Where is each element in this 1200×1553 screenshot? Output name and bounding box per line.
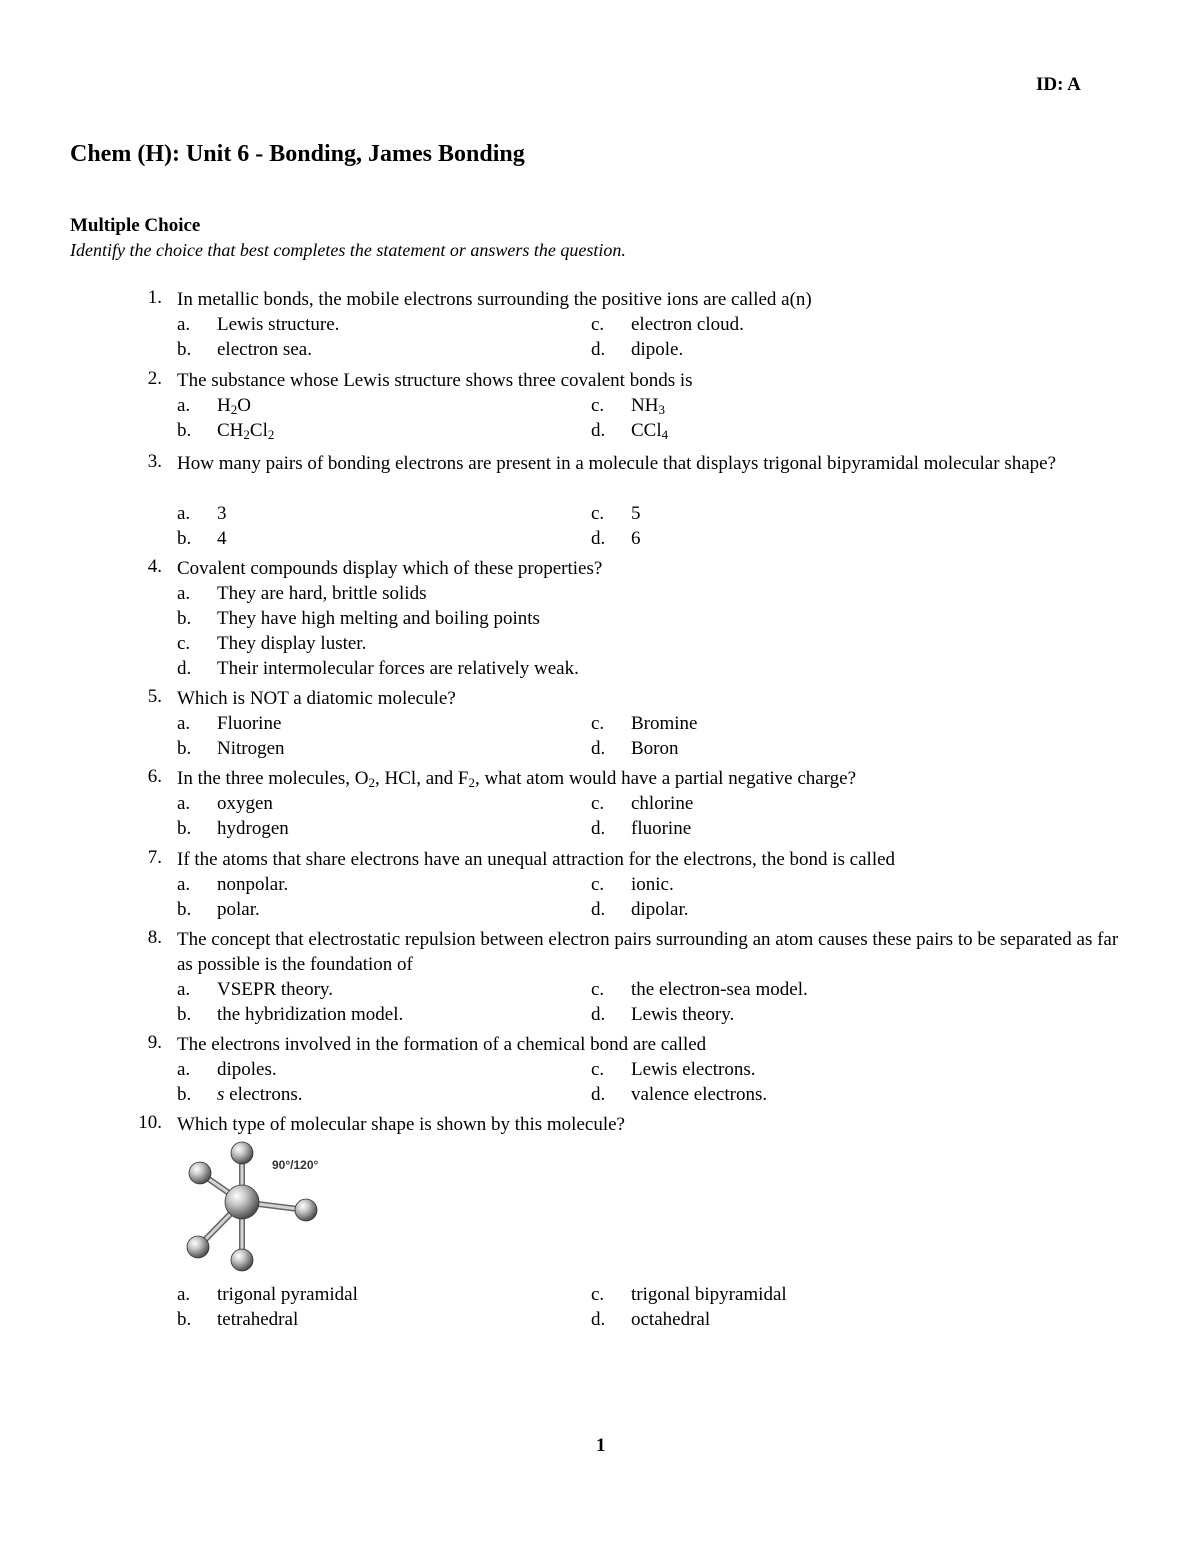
outer-atom (187, 1236, 209, 1258)
option-letter: c. (177, 633, 191, 654)
option-letter: b. (177, 339, 192, 360)
option-letter: b. (177, 1084, 192, 1105)
option-text: electron sea. (217, 339, 312, 360)
question-text: Which type of molecular shape is shown by this molecule? (177, 1114, 625, 1135)
option-text: trigonal pyramidal (217, 1284, 358, 1305)
option-text: Lewis theory. (631, 1004, 735, 1025)
option-text: Fluorine (217, 713, 282, 734)
question-text: Which is NOT a diatomic molecule? (177, 688, 456, 709)
question-number: 7. (147, 847, 162, 868)
option-letter: d. (591, 1004, 606, 1025)
question-number: 6. (147, 766, 162, 787)
option-text: They display luster. (217, 633, 367, 654)
option-letter: a. (177, 583, 191, 604)
option-text: dipoles. (217, 1059, 277, 1080)
option-letter: b. (177, 1004, 192, 1025)
option-text: trigonal bipyramidal (631, 1284, 787, 1305)
option-text: s electrons. (217, 1084, 303, 1105)
outer-atom (295, 1199, 317, 1221)
question-text: In metallic bonds, the mobile electrons surrounding the positive ions are called a(n) (177, 289, 812, 310)
option-letter: d. (591, 420, 606, 441)
option-letter: c. (591, 793, 605, 814)
option-letter: a. (177, 503, 191, 524)
option-text: Lewis structure. (217, 314, 340, 335)
question-number: 5. (147, 686, 162, 707)
option-letter: d. (591, 339, 606, 360)
option-text: Nitrogen (217, 738, 285, 759)
option-text: $NH_3$ (631, 395, 665, 417)
option-text: tetrahedral (217, 1309, 299, 1330)
question-number: 4. (147, 556, 162, 577)
option-letter: b. (177, 1309, 192, 1330)
option-text: octahedral (631, 1309, 711, 1330)
option-letter: b. (177, 818, 192, 839)
option-letter: c. (591, 395, 605, 416)
option-text: Bromine (631, 713, 698, 734)
molecule-figure (180, 1136, 340, 1276)
option-text: chlorine (631, 793, 694, 814)
option-letter: a. (177, 395, 191, 416)
option-text: dipole. (631, 339, 684, 360)
option-text: $CH_2Cl_2$ (217, 420, 275, 442)
option-text: 5 (631, 503, 641, 524)
question-number: 3. (147, 451, 162, 472)
option-letter: d. (591, 1084, 606, 1105)
option-letter: c. (591, 979, 605, 1000)
option-letter: c. (591, 1059, 605, 1080)
question-number: 1. (147, 287, 162, 308)
question-text: The concept that electrostatic repulsion between electron pairs surrounding an atom causes these pairs to be separated as far as possible is the foundation of (177, 929, 1119, 975)
outer-atom (231, 1249, 253, 1271)
option-letter: c. (591, 314, 605, 335)
option-text: hydrogen (217, 818, 289, 839)
option-letter: a. (177, 979, 191, 1000)
option-letter: c. (591, 713, 605, 734)
bond-angle-label: 90°/120° (272, 1158, 319, 1172)
question-text: The substance whose Lewis structure shows three covalent bonds is (177, 370, 693, 391)
page-title: Chem (H): Unit 6 - Bonding, James Bonding (70, 141, 525, 167)
option-text: electron cloud. (631, 314, 744, 335)
option-text: They are hard, brittle solids (217, 583, 427, 604)
option-text: fluorine (631, 818, 692, 839)
option-letter: d. (591, 899, 606, 920)
question-text: Covalent compounds display which of these properties? (177, 558, 603, 579)
option-text: the hybridization model. (217, 1004, 404, 1025)
option-letter: d. (177, 658, 192, 679)
option-text: valence electrons. (631, 1084, 768, 1105)
option-text: ionic. (631, 874, 674, 895)
option-text: VSEPR theory. (217, 979, 333, 1000)
option-letter: b. (177, 738, 192, 759)
option-letter: a. (177, 1284, 191, 1305)
option-letter: d. (591, 818, 606, 839)
section-title: Multiple Choice (70, 215, 201, 236)
question-number: 2. (147, 368, 162, 389)
option-letter: a. (177, 713, 191, 734)
option-text: 3 (217, 503, 227, 524)
option-text: Their intermolecular forces are relatively weak. (217, 658, 579, 679)
option-letter: a. (177, 1059, 191, 1080)
option-text: 6 (631, 528, 641, 549)
option-letter: b. (177, 608, 192, 629)
question-text: If the atoms that share electrons have an unequal attraction for the electrons, the bond is called (177, 849, 896, 870)
question-number: 10. (138, 1112, 162, 1133)
option-letter: d. (591, 1309, 606, 1330)
option-letter: a. (177, 314, 191, 335)
option-letter: b. (177, 899, 192, 920)
option-letter: b. (177, 420, 192, 441)
option-letter: c. (591, 503, 605, 524)
outer-atom (189, 1162, 211, 1184)
option-letter: c. (591, 874, 605, 895)
question-text: The electrons involved in the formation of a chemical bond are called (177, 1034, 707, 1055)
question-number: 9. (147, 1032, 162, 1053)
option-text: the electron-sea model. (631, 979, 808, 1000)
option-letter: d. (591, 528, 606, 549)
id-label: ID: A (1036, 74, 1081, 95)
option-letter: d. (591, 738, 606, 759)
option-letter: c. (591, 1284, 605, 1305)
question-number: 8. (147, 927, 162, 948)
option-text: They have high melting and boiling points (217, 608, 540, 629)
option-text: nonpolar. (217, 874, 289, 895)
option-letter: a. (177, 874, 191, 895)
option-text: Lewis electrons. (631, 1059, 756, 1080)
option-text: Boron (631, 738, 679, 759)
option-text: $H_2O$ (217, 395, 251, 417)
outer-atom (231, 1142, 253, 1164)
option-text: oxygen (217, 793, 273, 814)
option-letter: b. (177, 528, 192, 549)
question-text: In the three molecules, $O_2$, HCl, and $F_2$, what atom would have a partial negative charge? (177, 768, 857, 790)
question-text: How many pairs of bonding electrons are present in a molecule that displays trigonal bipyramidal molecular shape? (177, 453, 1057, 474)
option-text: CCl$_4$ (631, 420, 669, 442)
option-text: polar. (217, 899, 260, 920)
section-instructions: Identify the choice that best completes the statement or answers the question. (70, 240, 626, 260)
option-text: dipolar. (631, 899, 689, 920)
page-number: 1 (596, 1435, 606, 1456)
option-text: 4 (217, 528, 227, 549)
central-atom (225, 1185, 259, 1219)
option-letter: a. (177, 793, 191, 814)
